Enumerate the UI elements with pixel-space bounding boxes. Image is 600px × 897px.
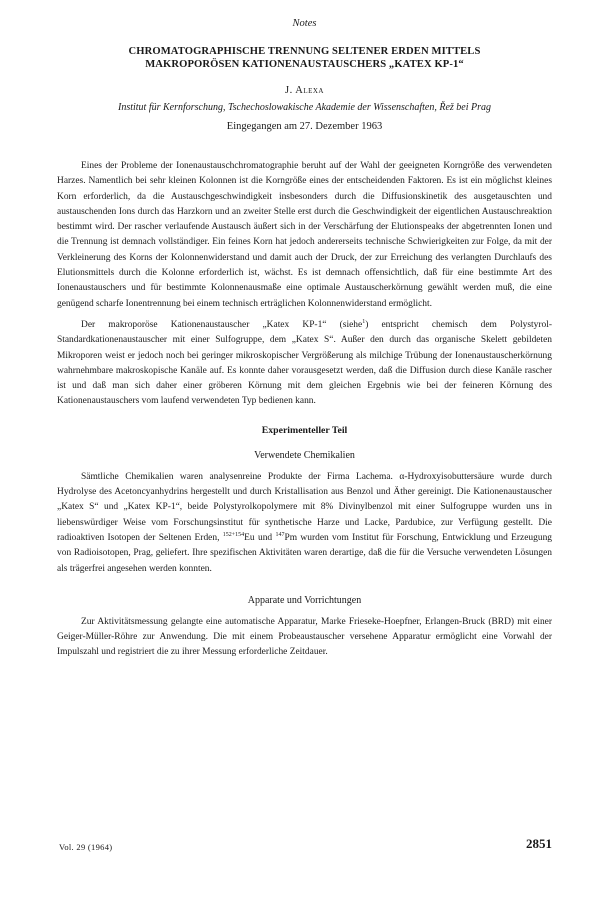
isotope-pm-mass: 147: [275, 531, 285, 538]
author-affiliation: Institut für Kernforschung, Tschechoslowakische Akademie der Wissenschaften, Řež bei Prag: [117, 102, 491, 113]
article-body: [57, 159, 552, 661]
article-title: [57, 45, 552, 71]
author-name: J. Alexa: [284, 85, 324, 96]
chemicals-text-part-1: Sämtliche Chemikalien waren analysenreine Produkte der Firma Lachema. α-Hydroxyisobuttersäure wurde durch Hydrolyse des Acetoncyanhydrins hergestellt und durch Kristallisation aus Benzol und Äther gereinigt. Die Kationenaustauscher „Katex S“ und „Katex KP-1“, beide Polystyrolkopolymere mit 8% Divinylbenzol mit einer Sulfogruppe wurden uns in liebenswürdiger Weise vom Forschungsinstitut für synthetische Harze und Lacke, Pardubice, zur Verfügung gestellt. Die radioaktiven Isotopen der Seltenen Erden,: [57, 471, 552, 543]
article-title-line-2: MAKROPORÖSEN KATIONENAUSTAUSCHERS „KATEX KP-1“: [145, 59, 464, 70]
page-number: 2851: [526, 836, 552, 851]
paragraph-2-start: Der makroporöse Kationenaustauscher „Katex KP-1“ (siehe: [81, 319, 363, 330]
apparatus-paragraph: Zur Aktivitätsmessung gelangte eine automatische Apparatur, Marke Frieseke-Hoepfner, Erlangen-Bruck (BRD) mit einer Geiger-Müller-Röhre zur Anwendung. Die mit einem Probeaustauscher versehene Apparatur ermöglicht eine Vorwahl der Impulszahl und registriert die zu ihrer Messung erforderliche Zeitdauer.: [57, 616, 552, 658]
isotope-eu: Eu und: [244, 532, 273, 543]
chemicals-paragraph: [57, 470, 552, 577]
received-date: Eingegangen am 27. Dezember 1963: [226, 121, 383, 132]
volume-info: Vol. 29 (1964): [59, 842, 113, 852]
subsection-heading-apparatus: Apparate und Vorrichtungen: [247, 594, 362, 606]
journal-page: [57, 18, 552, 667]
chemicals-text-part-2: Pm wurden vom Institut für Forschung, Entwicklung und Erzeugung von Radioisotopen, Prag, geliefert. Ihre spezifischen Aktivitäten waren derartige, daß die für die Versuche verwendeten Lösungen als trägerfrei angesehen werden konnten.: [57, 532, 553, 574]
running-head: Notes: [292, 18, 317, 29]
section-heading-experimental: Experimenteller Teil: [261, 424, 348, 436]
article-title-line-1: CHROMATOGRAPHISCHE TRENNUNG SELTENER ERDEN MITTELS: [128, 46, 481, 57]
isotope-eu-mass: 152+154: [222, 531, 245, 538]
subsection-heading-chemicals: Verwendete Chemikalien: [254, 449, 355, 461]
intro-paragraph-2: [57, 318, 552, 410]
intro-paragraph-1: Eines der Probleme der Ionenaustauschchromatographie beruht auf der Wahl der geeigneten Korngröße des verwendeten Harzes. Namentlich bei sehr kleinen Kolonnen ist die Korngröße eines der entscheidenden Faktoren. Es ist ein möglichst kleines Korn erforderlich, da die Austauschgeschwindigkeit insbesonders durch die Diffusionskinetik des ausgetauschten und austauschenden Ions durch das Harzkorn und an zweiter Stelle erst durch die Geschwindigkeit der eigentlichen Austauschreaktion bestimmt wird. Der rascher verlaufende Austausch äußert sich in der Verschärfung der Elutionspeaks der abgetrennten Ionen und die Trennung ist demnach vollständiger. Ein feines Korn hat jedoch andererseits technische Schwierigkeiten zur Folge, da mit der Verkleinerung des Korns der Kolonnenwiderstand und damit auch der Druck, der zur Erreichung des verlangten Durchlaufs des Elutionsmittels durch die Kolonne erforderlich ist, wächst. Es ist demnach offensichtlich, daß für eine bestimmte Art des Ionenaustauschers und für bestimmte Kolonnenausmaße eine optimale Austauscherkörnung gewählt werden muß, die eine genügend scharfe Ionentrennung bei einem technisch erträglichen Kolonnenwiderstand ermöglicht.: [57, 161, 552, 309]
paragraph-2-rest: ) entspricht chemisch dem Polystyrol-Standardkationenaustauscher mit einer Sulfogruppe, dem „Katex S“. Außer den durch das organische Skelett gebildeten Mikroporen weist er jedoch noch bei geringer mikroskopischer Vergrößerung als milchige Trübung der Ionenaustauscherkörnung wahrnehmbare makroskopische Kanäle auf. Es konnte daher vorausgesetzt werden, daß die Diffusion durch diese Kanäle rascher ist und daß man sich daher einer gröberen Körnung mit dem gleichen Ergebnis wie bei der feineren Körnung des Kationenaustauschers vom laufend verwendeten Typ bedienen kann.: [57, 319, 552, 407]
reference-marker: 1: [362, 318, 366, 325]
page-footer: [57, 836, 552, 856]
